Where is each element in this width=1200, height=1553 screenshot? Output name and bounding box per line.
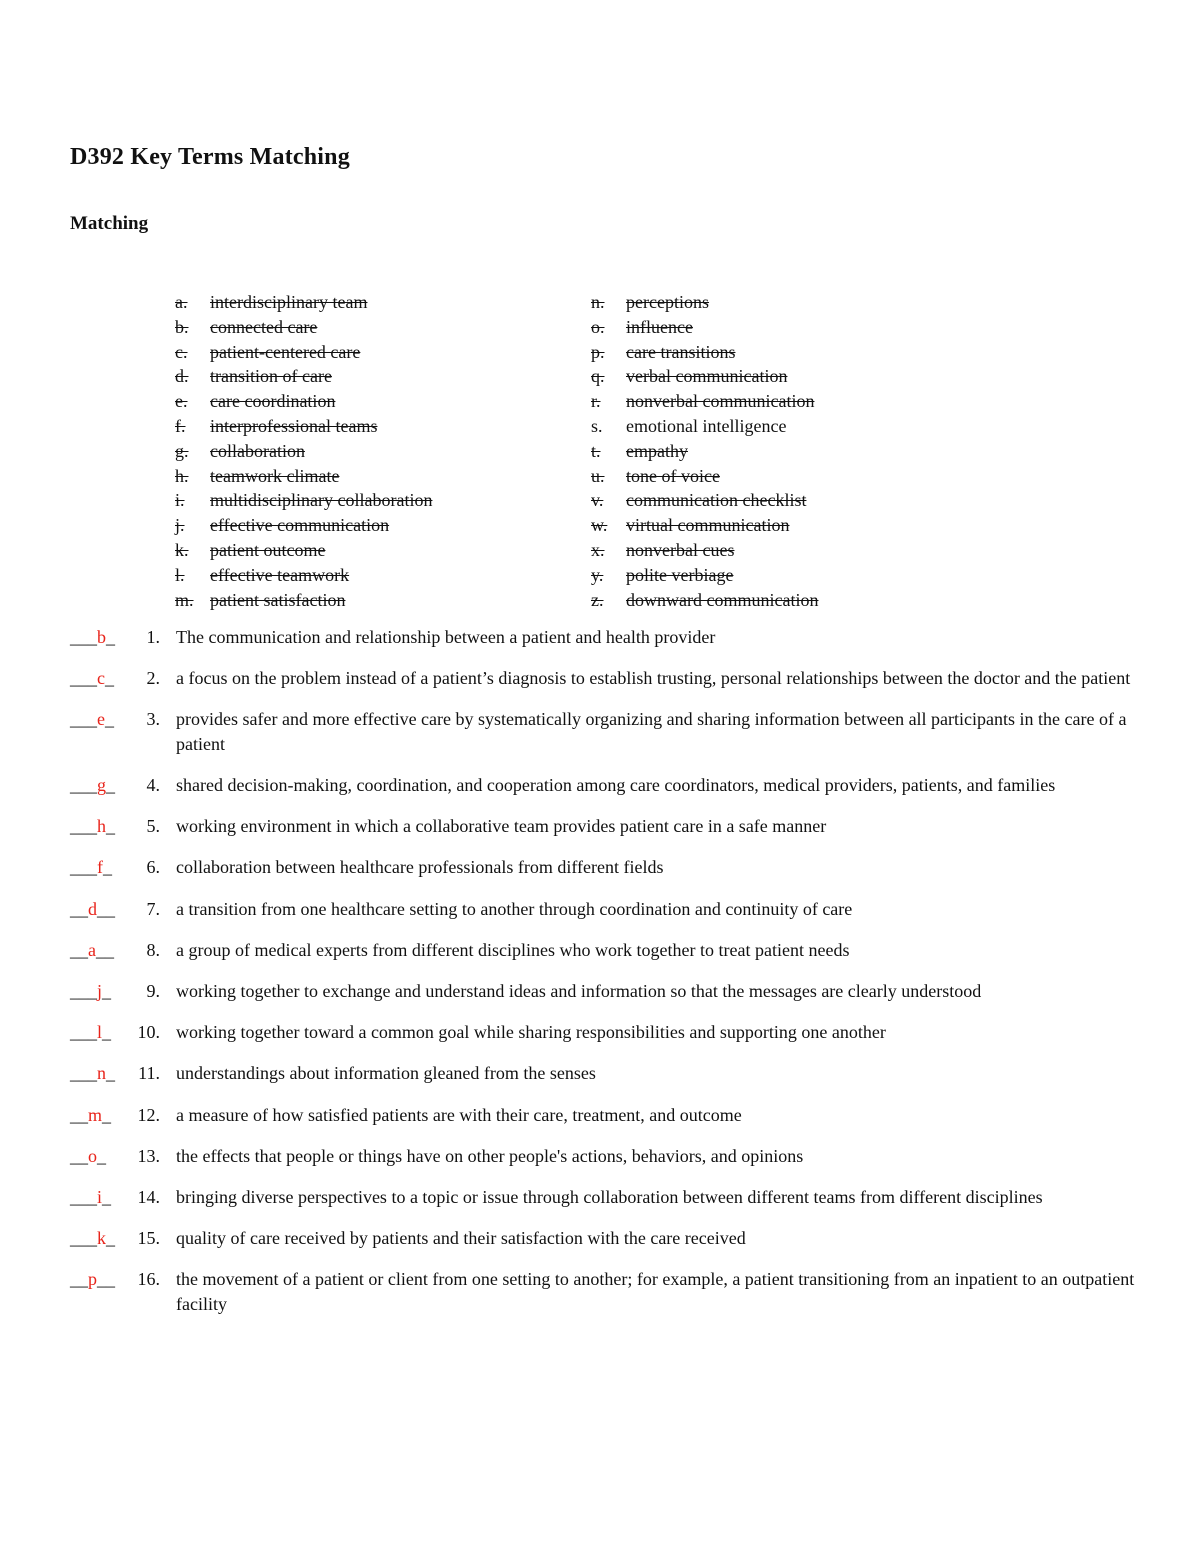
question-item bbox=[70, 855, 1140, 880]
answer-blank[interactable] bbox=[70, 707, 114, 732]
question-text: working environment in which a collaborative team provides patient care in a safe manner bbox=[176, 816, 827, 837]
blank-underline: ___ bbox=[70, 1186, 97, 1207]
term-item bbox=[591, 538, 818, 563]
term-item bbox=[175, 464, 432, 489]
term-text: care coordination bbox=[210, 391, 336, 412]
question-number: 13. bbox=[137, 1145, 160, 1166]
blank-underline: _ bbox=[97, 1145, 106, 1166]
term-item bbox=[591, 513, 818, 538]
question-text: quality of care received by patients and their satisfaction with the care received bbox=[176, 1228, 746, 1249]
term-item bbox=[591, 414, 818, 439]
term-text: influence bbox=[626, 316, 693, 337]
question-item bbox=[70, 814, 1140, 839]
term-item bbox=[591, 488, 818, 513]
term-letter: m. bbox=[175, 589, 194, 610]
blank-underline: __ bbox=[70, 939, 88, 960]
answer-blank[interactable] bbox=[70, 897, 115, 922]
blank-underline: __ bbox=[70, 1145, 88, 1166]
term-text: connected care bbox=[210, 316, 318, 337]
term-letter: c. bbox=[175, 341, 188, 362]
answer-letter: b bbox=[97, 627, 106, 647]
question-item bbox=[70, 897, 1140, 922]
blank-underline: __ bbox=[96, 939, 114, 960]
blank-underline: _ bbox=[103, 857, 112, 878]
answer-letter: g bbox=[97, 775, 106, 796]
question-text: a measure of how satisfied patients are with their care, treatment, and outcome bbox=[176, 1104, 742, 1125]
term-letter: r. bbox=[591, 391, 601, 412]
term-text: effective teamwork bbox=[210, 564, 350, 585]
blank-underline: __ bbox=[97, 898, 115, 919]
term-text: communication checklist bbox=[626, 490, 807, 511]
term-text: transition of care bbox=[210, 366, 332, 387]
answer-letter: p bbox=[88, 1269, 97, 1290]
question-text: the effects that people or things have on other people's actions, behaviors, and opinions bbox=[176, 1145, 804, 1166]
blank-underline: ___ bbox=[70, 981, 97, 1001]
blank-underline: __ bbox=[97, 1269, 115, 1290]
answer-letter: m bbox=[88, 1104, 103, 1125]
answer-blank[interactable] bbox=[70, 773, 115, 798]
question-number: 9. bbox=[146, 981, 160, 1001]
answer-letter: l bbox=[97, 1022, 103, 1043]
term-letter: l. bbox=[175, 564, 185, 585]
answer-letter: e bbox=[97, 709, 105, 730]
term-text: nonverbal communication bbox=[626, 391, 815, 412]
question-text: provides safer and more effective care by systematically organizing and sharing information between all participants in the care of a patient bbox=[176, 709, 1127, 754]
question-number: 11. bbox=[138, 1063, 160, 1084]
blank-underline: ___ bbox=[70, 709, 97, 730]
section-heading: Matching bbox=[70, 213, 149, 234]
term-list-left bbox=[175, 290, 432, 612]
question-text: collaboration between healthcare professionals from different fields bbox=[176, 857, 664, 878]
blank-underline: _ bbox=[102, 1022, 112, 1043]
term-letter: w. bbox=[591, 515, 608, 536]
term-item bbox=[591, 563, 818, 588]
question-list bbox=[70, 625, 1140, 1333]
term-item bbox=[175, 563, 432, 588]
term-text: care transitions bbox=[626, 341, 736, 362]
term-text: tone of voice bbox=[626, 465, 720, 486]
answer-blank[interactable] bbox=[70, 1185, 111, 1210]
term-letter: h. bbox=[175, 465, 189, 486]
term-text: multidisciplinary collaboration bbox=[210, 490, 433, 511]
term-text: patient-centered care bbox=[210, 341, 361, 362]
term-text: patient satisfaction bbox=[210, 589, 346, 610]
question-number: 15. bbox=[137, 1228, 160, 1249]
question-item bbox=[70, 773, 1140, 798]
question-item bbox=[70, 979, 1140, 1004]
term-item bbox=[591, 439, 818, 464]
question-text: working together to exchange and understand ideas and information so that the messages are clearly understood bbox=[176, 981, 982, 1001]
answer-blank[interactable] bbox=[70, 1103, 111, 1128]
term-item bbox=[591, 364, 818, 389]
term-text: collaboration bbox=[210, 440, 305, 461]
term-letter: z. bbox=[591, 589, 604, 610]
blank-underline: _ bbox=[105, 709, 114, 730]
term-letter: q. bbox=[591, 366, 605, 387]
question-item bbox=[70, 1103, 1140, 1128]
blank-underline: _ bbox=[106, 1228, 115, 1249]
term-list-right bbox=[591, 290, 818, 612]
answer-blank[interactable] bbox=[70, 1267, 115, 1292]
question-number: 6. bbox=[146, 857, 160, 878]
question-item bbox=[70, 707, 1140, 756]
question-number: 12. bbox=[137, 1104, 160, 1125]
question-text: shared decision-making, coordination, and cooperation among care coordinators, medical providers, patients, and families bbox=[176, 775, 1056, 796]
question-number: 3. bbox=[146, 709, 160, 730]
term-letter: k. bbox=[175, 539, 189, 560]
term-letter: v. bbox=[591, 490, 604, 511]
question-item bbox=[70, 625, 1140, 650]
term-letter: d. bbox=[175, 366, 189, 387]
term-text: verbal communication bbox=[626, 366, 788, 387]
answer-blank[interactable] bbox=[70, 625, 115, 650]
term-text: downward communication bbox=[626, 589, 819, 610]
question-text: working together toward a common goal while sharing responsibilities and supporting one another bbox=[176, 1022, 886, 1043]
question-item bbox=[70, 938, 1140, 963]
answer-blank[interactable] bbox=[70, 1061, 115, 1086]
blank-underline: ___ bbox=[70, 627, 97, 647]
answer-blank[interactable] bbox=[70, 1144, 106, 1169]
question-text: the movement of a patient or client from one setting to another; for example, a patient transitioning from an inpatient to an outpatient facility bbox=[176, 1269, 1135, 1314]
term-text: interprofessional teams bbox=[210, 415, 378, 436]
question-item bbox=[70, 1144, 1140, 1169]
question-number: 16. bbox=[137, 1269, 160, 1290]
blank-underline: ___ bbox=[70, 1228, 97, 1249]
term-text: effective communication bbox=[210, 515, 390, 536]
answer-letter: n bbox=[97, 1063, 106, 1084]
term-item bbox=[591, 588, 818, 613]
answer-letter: k bbox=[97, 1228, 106, 1249]
term-item bbox=[591, 290, 818, 315]
blank-underline: __ bbox=[70, 1269, 88, 1290]
term-item bbox=[591, 340, 818, 365]
question-number: 8. bbox=[146, 939, 160, 960]
question-text: understandings about information gleaned from the senses bbox=[176, 1063, 596, 1084]
question-text: The communication and relationship between a patient and health provider bbox=[176, 627, 716, 647]
blank-underline: _ bbox=[106, 816, 115, 837]
term-text: polite verbiage bbox=[626, 564, 734, 585]
question-number: 5. bbox=[146, 816, 160, 837]
term-item bbox=[175, 290, 432, 315]
blank-underline: _ bbox=[106, 775, 115, 796]
answer-letter: j bbox=[97, 981, 103, 1001]
term-letter: p. bbox=[591, 341, 605, 362]
question-item bbox=[70, 1020, 1140, 1045]
term-text: patient outcome bbox=[210, 539, 326, 560]
blank-underline: ___ bbox=[70, 857, 97, 878]
page-title: D392 Key Terms Matching bbox=[70, 144, 350, 170]
term-letter: a. bbox=[175, 292, 188, 312]
question-item bbox=[70, 1226, 1140, 1251]
answer-letter: h bbox=[97, 816, 106, 837]
term-item bbox=[175, 364, 432, 389]
term-text: interdisciplinary team bbox=[210, 292, 368, 312]
term-letter: i. bbox=[175, 490, 185, 511]
term-letter: e. bbox=[175, 391, 188, 412]
term-item bbox=[175, 414, 432, 439]
term-text: empathy bbox=[626, 440, 688, 461]
blank-underline: _ bbox=[106, 627, 115, 647]
term-text: perceptions bbox=[626, 292, 709, 312]
term-item bbox=[591, 389, 818, 414]
answer-letter: o bbox=[88, 1145, 97, 1166]
question-number: 2. bbox=[146, 668, 160, 689]
question-text: bringing diverse perspectives to a topic or issue through collaboration between different teams from different disciplines bbox=[176, 1186, 1043, 1207]
blank-underline: _ bbox=[102, 1186, 112, 1207]
blank-underline: _ bbox=[102, 1104, 112, 1125]
question-text: a group of medical experts from different disciplines who work together to treat patient needs bbox=[176, 939, 850, 960]
term-item bbox=[175, 513, 432, 538]
question-number: 14. bbox=[137, 1186, 160, 1207]
question-number: 7. bbox=[146, 898, 160, 919]
term-letter: j. bbox=[175, 515, 185, 536]
term-item bbox=[175, 315, 432, 340]
answer-blank[interactable] bbox=[70, 855, 112, 880]
answer-letter: d bbox=[88, 898, 97, 919]
blank-underline: _ bbox=[102, 981, 112, 1001]
term-letter: u. bbox=[591, 465, 605, 486]
term-letter: g. bbox=[175, 440, 189, 461]
term-letter: f. bbox=[175, 415, 186, 436]
question-number: 10. bbox=[137, 1022, 160, 1043]
term-item bbox=[175, 488, 432, 513]
answer-letter: a bbox=[88, 939, 96, 960]
term-item bbox=[175, 389, 432, 414]
answer-letter: f bbox=[97, 857, 103, 878]
question-item bbox=[70, 1061, 1140, 1086]
answer-blank[interactable] bbox=[70, 938, 114, 963]
term-text: virtual communication bbox=[626, 515, 790, 536]
question-text: a focus on the problem instead of a patient’s diagnosis to establish trusting, personal relationships between the doctor and the patient bbox=[176, 668, 1131, 689]
answer-letter: i bbox=[97, 1186, 103, 1207]
answer-blank[interactable] bbox=[70, 1020, 111, 1045]
question-item bbox=[70, 1185, 1140, 1210]
answer-blank[interactable] bbox=[70, 1226, 115, 1251]
blank-underline: __ bbox=[70, 898, 88, 919]
answer-letter: c bbox=[97, 668, 105, 689]
term-text: teamwork climate bbox=[210, 465, 340, 486]
question-number: 4. bbox=[146, 775, 160, 796]
question-text: a transition from one healthcare setting to another through coordination and continuity of care bbox=[176, 898, 853, 919]
term-item bbox=[175, 439, 432, 464]
term-letter: b. bbox=[175, 316, 189, 337]
blank-underline: __ bbox=[70, 1104, 88, 1125]
term-item bbox=[175, 340, 432, 365]
answer-blank[interactable] bbox=[70, 666, 114, 691]
term-letter: t. bbox=[591, 440, 601, 461]
blank-underline: _ bbox=[105, 668, 114, 689]
term-item bbox=[175, 588, 432, 613]
blank-underline: ___ bbox=[70, 1063, 97, 1084]
term-text: nonverbal cues bbox=[626, 539, 735, 560]
answer-blank[interactable] bbox=[70, 814, 115, 839]
term-item bbox=[591, 464, 818, 489]
term-letter: o. bbox=[591, 316, 605, 337]
term-letter: x. bbox=[591, 539, 605, 560]
answer-blank[interactable] bbox=[70, 979, 111, 1004]
term-letter: s. bbox=[591, 415, 603, 436]
question-item bbox=[70, 1267, 1140, 1316]
blank-underline: ___ bbox=[70, 1022, 97, 1043]
term-text: emotional intelligence bbox=[626, 415, 787, 436]
term-letter: n. bbox=[591, 292, 605, 312]
blank-underline: ___ bbox=[70, 775, 97, 796]
question-item bbox=[70, 666, 1140, 691]
term-item bbox=[591, 315, 818, 340]
blank-underline: _ bbox=[106, 1063, 115, 1084]
term-letter: y. bbox=[591, 564, 604, 585]
term-item bbox=[175, 538, 432, 563]
blank-underline: ___ bbox=[70, 668, 97, 689]
blank-underline: ___ bbox=[70, 816, 97, 837]
question-number: 1. bbox=[146, 627, 160, 647]
